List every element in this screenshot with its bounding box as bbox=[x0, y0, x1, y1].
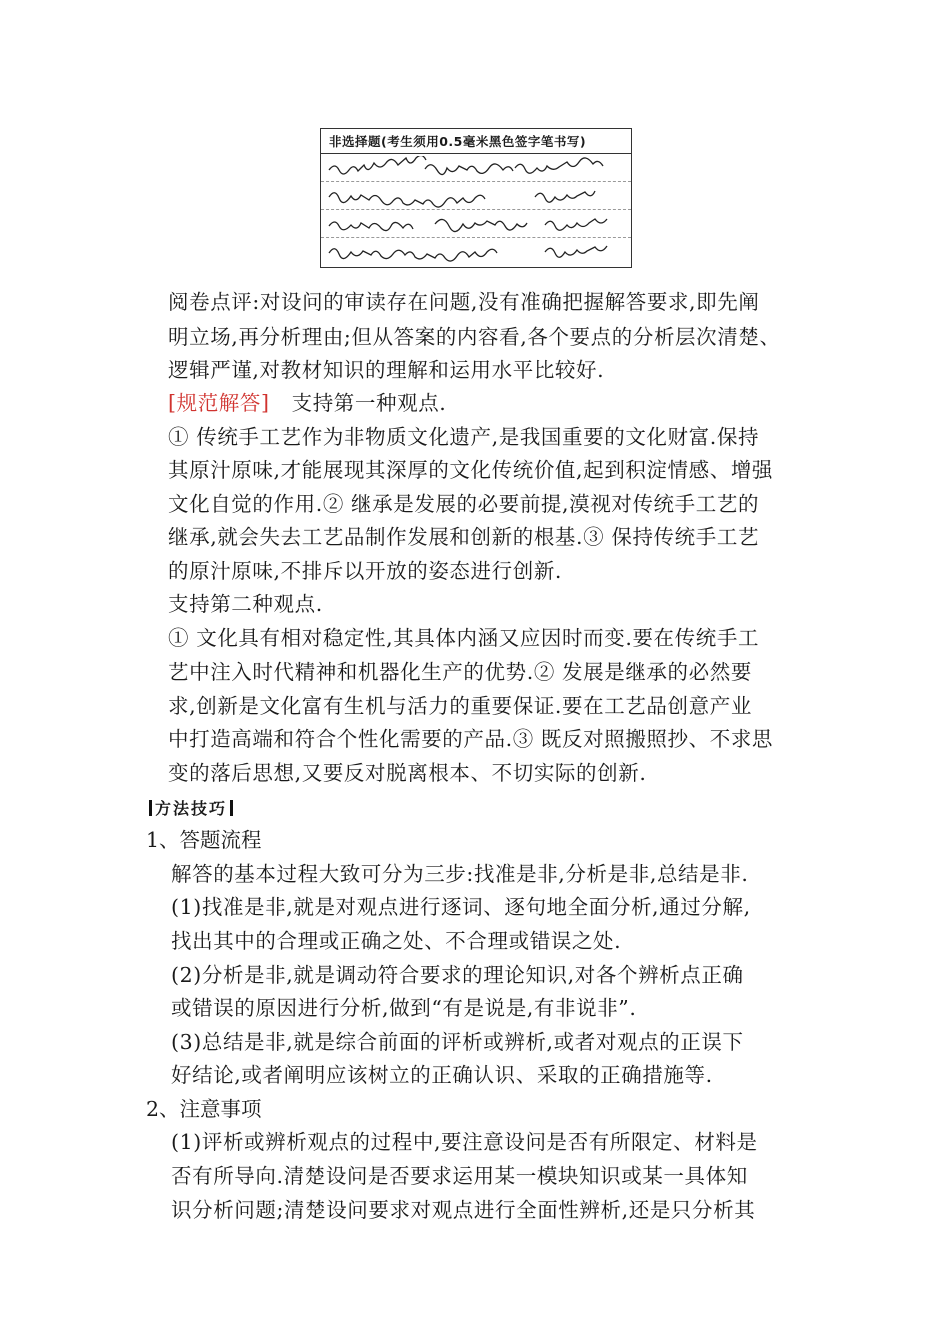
section1-line: 解答的基本过程大致可分为三步:找准是非,分析是非,总结是非. bbox=[171, 862, 749, 886]
handwriting-scribble bbox=[325, 240, 629, 264]
answer-card-header: 非选择题(考生须用0.5毫米黑色签字笔书写) bbox=[321, 129, 631, 154]
heading-bar-left bbox=[149, 800, 152, 816]
section1-line: 找出其中的合理或正确之处、不合理或错误之处. bbox=[171, 929, 622, 953]
section1-line: (2)分析是非,就是调动符合要求的理论知识,对各个辨析点正确 bbox=[171, 963, 744, 987]
first-view-title: 支持第一种观点. bbox=[291, 391, 447, 415]
section1-line: (1)找准是非,就是对观点进行逐词、逐句地全面分析,通过分解, bbox=[171, 895, 751, 919]
handwriting-scribble bbox=[325, 156, 629, 180]
section1-line: 好结论,或者阐明应该树立的正确认识、采取的正确措施等. bbox=[171, 1063, 713, 1087]
review-line: 逻辑严谨,对教材知识的理解和运用水平比较好. bbox=[168, 358, 605, 382]
second-view-line: 求,创新是文化富有生机与活力的重要保证.要在工艺品创意产业 bbox=[168, 694, 752, 718]
second-view-line: 变的落后思想,又要反对脱离根本、不切实际的创新. bbox=[168, 761, 647, 785]
methods-heading-text: 方法技巧 bbox=[155, 799, 228, 818]
second-view-line: 中打造高端和符合个性化需要的产品.③ 既反对照搬照抄、不求思 bbox=[168, 727, 774, 751]
section1-line: 或错误的原因进行分析,做到“有是说是,有非说非”. bbox=[171, 996, 637, 1020]
standard-answer-heading-line bbox=[168, 388, 446, 418]
first-view-line: 文化自觉的作用.② 继承是发展的必要前提,漠视对传统手工艺的 bbox=[168, 492, 760, 516]
handwriting-line bbox=[321, 238, 631, 265]
first-view-line: 的原汁原味,不排斥以开放的姿态进行创新. bbox=[168, 559, 563, 583]
first-view-line: ① 传统手工艺作为非物质文化遗产,是我国重要的文化财富.保持 bbox=[168, 425, 760, 449]
second-view-line: ① 文化具有相对稳定性,其具体内涵又应因时而变.要在传统手工 bbox=[168, 626, 760, 650]
review-line: 明立场,再分析理由;但从答案的内容看,各个要点的分析层次清楚、 bbox=[168, 325, 781, 349]
section2-line: 否有所导向.清楚设问是否要求运用某一模块知识或某一具体知 bbox=[171, 1164, 748, 1188]
section2-line: 识分析问题;清楚设问要求对观点进行全面性辨析,还是只分析其 bbox=[171, 1198, 756, 1222]
section1-line: (3)总结是非,就是综合前面的评析或辨析,或者对观点的正误下 bbox=[171, 1030, 744, 1054]
standard-answer-tag: [规范解答] bbox=[168, 391, 270, 415]
handwriting-scribble bbox=[325, 212, 629, 236]
handwritten-answer-card bbox=[320, 128, 632, 268]
second-view-line: 艺中注入时代精神和机器化生产的优势.② 发展是继承的必然要 bbox=[168, 660, 752, 684]
review-line: 阅卷点评:对设问的审读存在问题,没有准确把握解答要求,即先阐 bbox=[168, 290, 760, 314]
handwriting-scribble bbox=[325, 184, 629, 208]
second-view-title: 支持第二种观点. bbox=[168, 592, 323, 616]
heading-bar-right bbox=[230, 800, 233, 816]
first-view-line: 继承,就会失去工艺品制作发展和创新的根基.③ 保持传统手工艺 bbox=[168, 525, 760, 549]
handwriting-line bbox=[321, 182, 631, 210]
section1-title: 1、答题流程 bbox=[146, 828, 262, 852]
section2-line: (1)评析或辨析观点的过程中,要注意设问是否有所限定、材料是 bbox=[171, 1130, 758, 1154]
methods-heading bbox=[146, 796, 236, 819]
section2-title: 2、注意事项 bbox=[146, 1097, 262, 1121]
handwriting-line bbox=[321, 210, 631, 238]
handwriting-line bbox=[321, 154, 631, 182]
first-view-line: 其原汁原味,才能展现其深厚的文化传统价值,起到积淀情感、增强 bbox=[168, 458, 774, 482]
